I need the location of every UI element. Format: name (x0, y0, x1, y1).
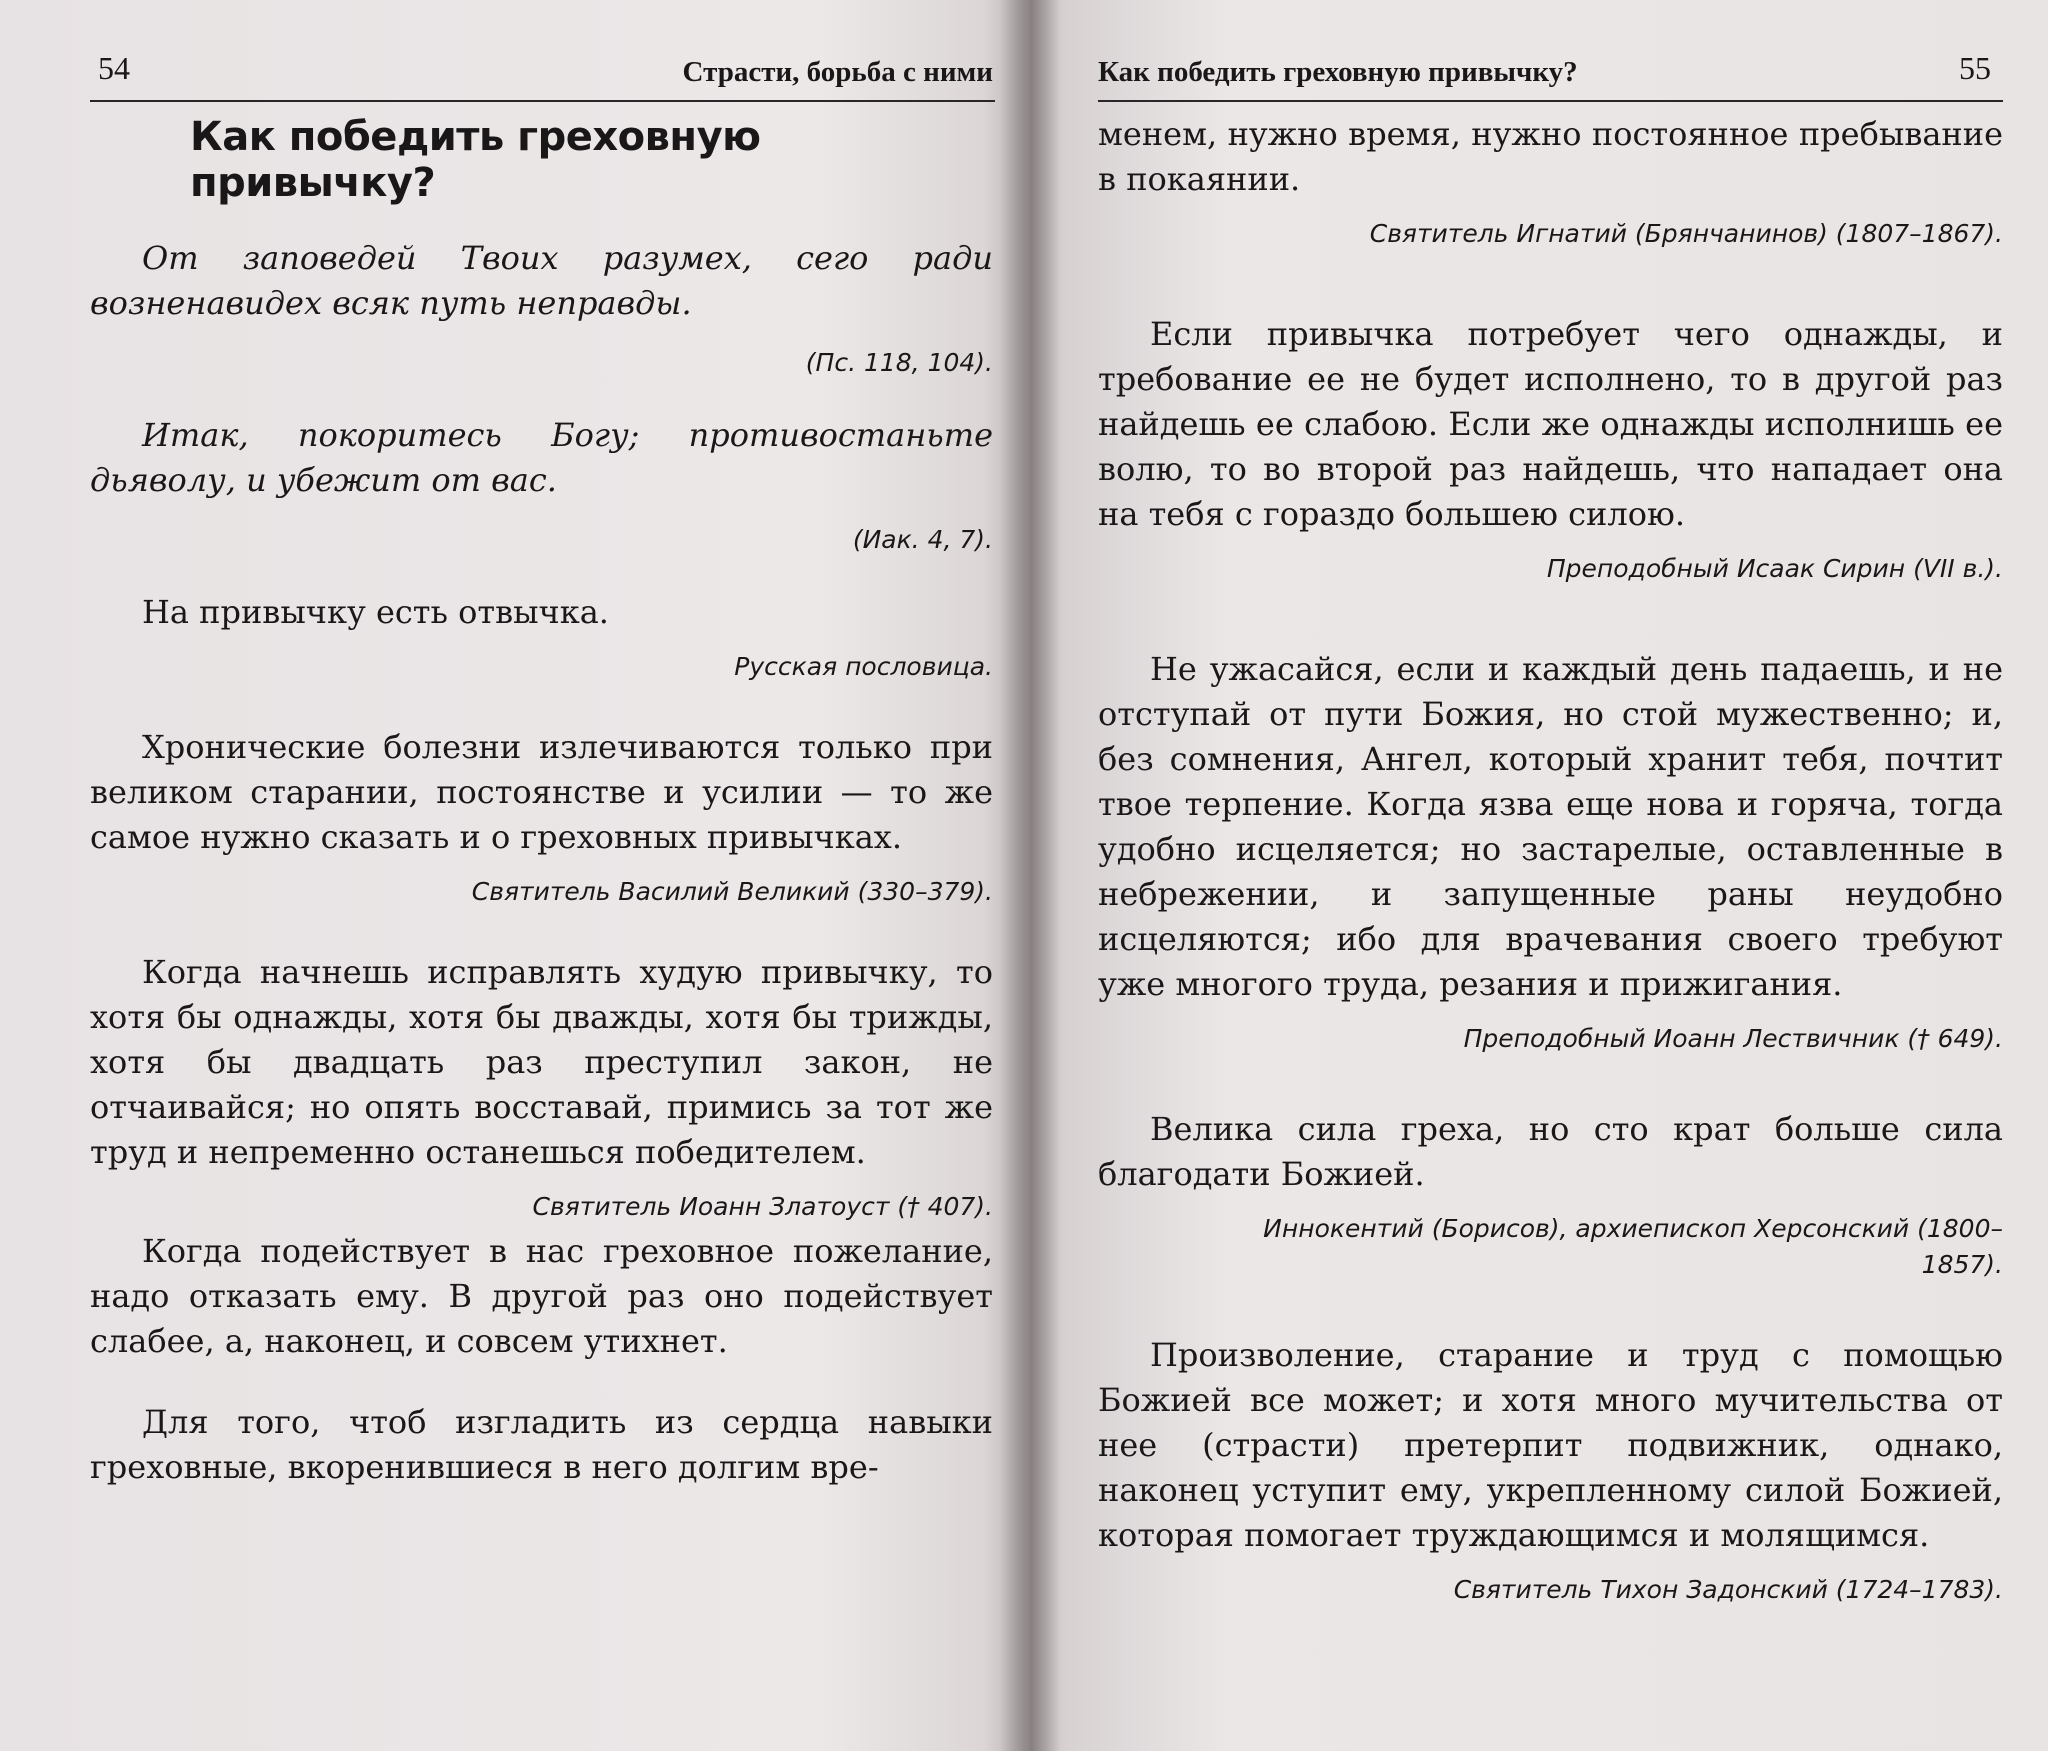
book-gutter (1000, 0, 1060, 1751)
quote-text: Когда подействует в нас греховное пожелание, надо отказать ему. В другой раз оно подействует слабее, а, наконец, и совсем утихнет. (90, 1232, 993, 1360)
quote-text: Велика сила греха, но сто крат больше сила благодати Божией. (1098, 1110, 2003, 1193)
epigraph-text: От заповедей Твоих разумех, сего ради возненавидех всяк путь неправды. (90, 239, 993, 322)
quote-attribution: Святитель Василий Великий (330–379). (471, 877, 993, 906)
epigraph-text: Итак, покоритесь Богу; противостаньте дьяволу, и убежит от вас. (90, 416, 993, 499)
left-page (90, 0, 995, 1751)
quote-spacer (90, 1364, 993, 1400)
running-header-left (90, 48, 995, 102)
quote-text: Когда начнешь исправлять худую привычку, то хотя бы однажды, хотя бы дважды, хотя бы трижды, хотя бы двадцать раз преступил закон, не отчаивайся; но опять восставай, примись за тот же труд и непременно останешься победителем. (90, 953, 993, 1171)
quote-attribution: Иннокентий (Борисов), архиепископ Херсонский (1800–1857). (1263, 1214, 2003, 1279)
quote-attribution: Преподобный Иоанн Лествичник († 649). (1463, 1024, 2003, 1053)
right-page-content (1098, 112, 2003, 1648)
epigraph-reference: (Пс. 118, 104). (805, 348, 993, 377)
quote-text: На привычку есть отвычка. (142, 593, 609, 631)
quote-attribution: Святитель Иоанн Златоуст († 407). (532, 1192, 993, 1221)
page-number-left: 54 (98, 50, 130, 86)
quote-attribution: Святитель Игнатий (Брянчанинов) (1807–1867). (1369, 219, 2003, 248)
page-number-right: 55 (1959, 50, 1991, 86)
quote-text: Если привычка потребует чего однажды, и требование ее не будет исполнено, то в другой раз найдешь ее слабою. Если же однажды исполнишь ее волю, то во второй раз найдешь, что нападает она на тебя с гораздо большею силою. (1098, 315, 2003, 533)
chapter-title: Как победить греховную привычку? (190, 114, 761, 206)
quote-text: Для того, чтоб изгладить из сердца навыки греховные, вкоренившиеся в него долгим вре- (90, 1403, 993, 1486)
epigraph-reference: (Иак. 4, 7). (852, 525, 993, 554)
running-title-left: Страсти, борьба с ними (682, 56, 993, 88)
left-page-content (90, 112, 995, 1490)
quote-attribution: Преподобный Исаак Сирин (VII в.). (1546, 554, 2003, 583)
continuation-text: менем, нужно время, нужно постоянное пребывание в покаянии. (1098, 115, 2003, 198)
running-title-right: Как победить греховную привычку? (1098, 56, 1578, 88)
right-page (1098, 0, 2003, 1751)
quote-text: Не ужасайся, если и каждый день падаешь, и не отступай от пути Божия, но стой мужественно; и, без сомнения, Ангел, который хранит тебя, почтит твое терпение. Когда язва еще нова и горяча, тогда удобно исцеляется; но застарелые, оставленные в небрежении, и запущенные раны неудобно исцеляются; ибо для врачевания своего требуют уже многого труда, резания и прижигания. (1098, 650, 2003, 1003)
quote-attribution: Святитель Тихон Задонский (1724–1783). (1453, 1575, 2003, 1604)
quote-text: Хронические болезни излечиваются только при великом старании, постоянстве и усилии — то же самое нужно сказать и о греховных привычках. (90, 728, 993, 856)
quote-attribution: Русская пословица. (734, 652, 993, 681)
running-header-right (1098, 48, 2003, 102)
quote-text: Произволение, старание и труд с помощью Божией все может; и хотя много мучительства от нее (страсти) претерпит подвижник, однако, наконец уступит ему, укрепленному силой Божией, которая помогает труждающимся и молящимся. (1098, 1336, 2003, 1554)
